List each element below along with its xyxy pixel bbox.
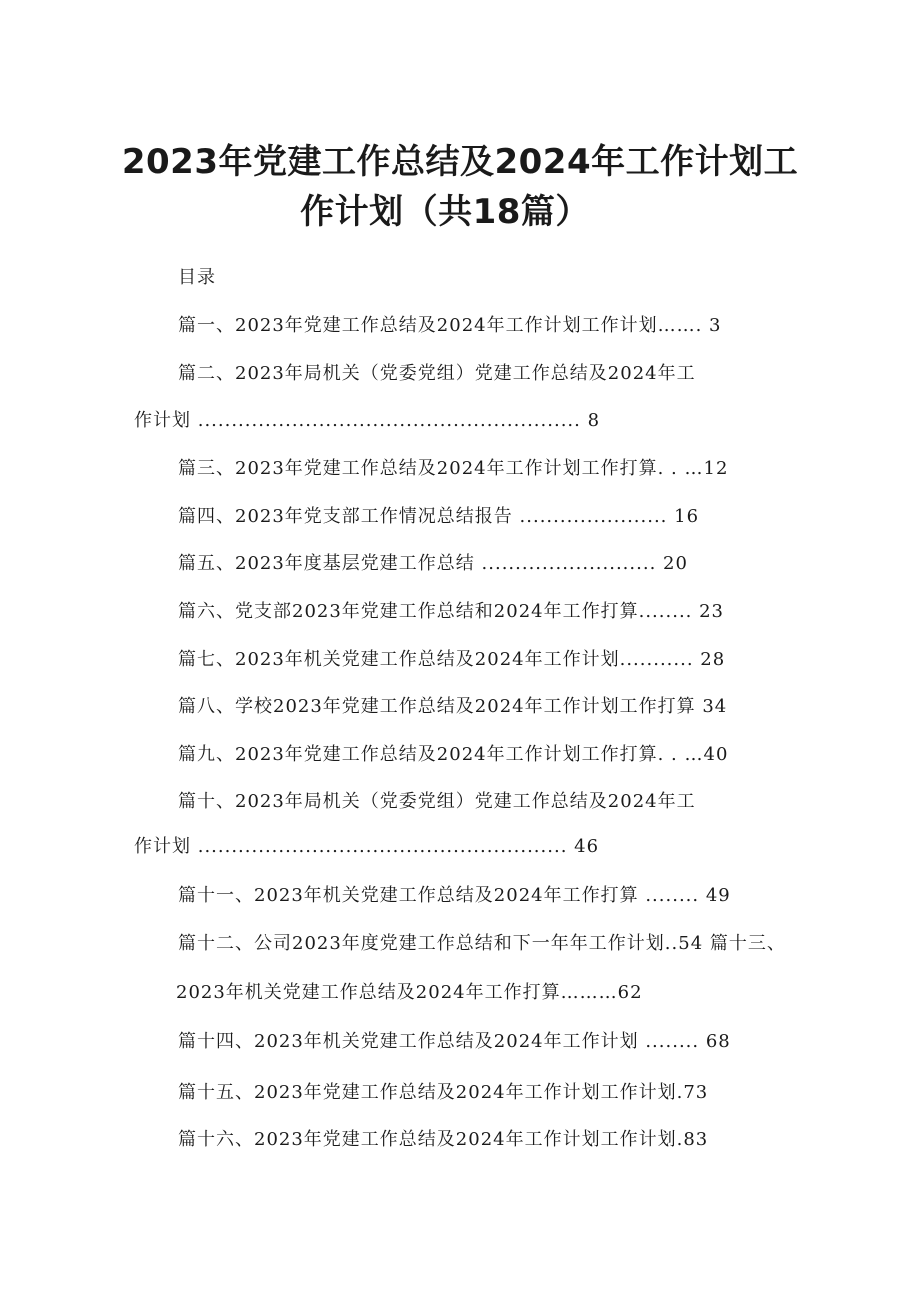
- toc-entry-continuation[interactable]: 作计划 ......................................................... 8: [134, 410, 601, 431]
- toc-entry[interactable]: 篇六、党支部2023年党建工作总结和2024年工作打算........ 23: [178, 601, 725, 622]
- toc-entry-continuation[interactable]: 作计划 ....................................................... 46: [134, 836, 600, 857]
- toc-entry[interactable]: 篇五、2023年度基层党建工作总结 .......................... 20: [178, 553, 688, 574]
- toc-entry-continuation[interactable]: 2023年机关党建工作总结及2024年工作打算………62: [176, 982, 643, 1003]
- toc-label: 目录: [178, 267, 216, 288]
- toc-entry[interactable]: 篇十、2023年局机关（党委党组）党建工作总结及2024年工: [178, 791, 696, 812]
- toc-entry[interactable]: 篇八、学校2023年党建工作总结及2024年工作计划工作打算 34: [178, 696, 728, 717]
- document-title-line-2: 作计划（共18篇）: [300, 192, 590, 232]
- toc-entry[interactable]: 篇一、2023年党建工作总结及2024年工作计划工作计划……. 3: [178, 315, 722, 336]
- toc-entry[interactable]: 篇十六、2023年党建工作总结及2024年工作计划工作计划.83: [178, 1129, 709, 1150]
- toc-entry[interactable]: 篇四、2023年党支部工作情况总结报告 ...................... 16: [178, 506, 700, 527]
- toc-entry[interactable]: 篇十一、2023年机关党建工作总结及2024年工作打算 ........ 49: [178, 885, 731, 906]
- toc-entry[interactable]: 篇二、2023年局机关（党委党组）党建工作总结及2024年工: [178, 363, 696, 384]
- toc-entry[interactable]: 篇十二、公司2023年度党建工作总结和下一年年工作计划..54 篇十三、: [178, 933, 786, 954]
- toc-entry[interactable]: 篇七、2023年机关党建工作总结及2024年工作计划........... 28: [178, 649, 726, 670]
- document-title-line-1: 2023年党建工作总结及2024年工作计划工: [121, 142, 799, 182]
- toc-entry[interactable]: 篇十四、2023年机关党建工作总结及2024年工作计划 ........ 68: [178, 1031, 731, 1052]
- toc-entry[interactable]: 篇十五、2023年党建工作总结及2024年工作计划工作计划.73: [178, 1082, 709, 1103]
- toc-entry[interactable]: 篇九、2023年党建工作总结及2024年工作计划工作打算. . …40: [178, 744, 729, 765]
- toc-entry[interactable]: 篇三、2023年党建工作总结及2024年工作计划工作打算. . …12: [178, 458, 729, 479]
